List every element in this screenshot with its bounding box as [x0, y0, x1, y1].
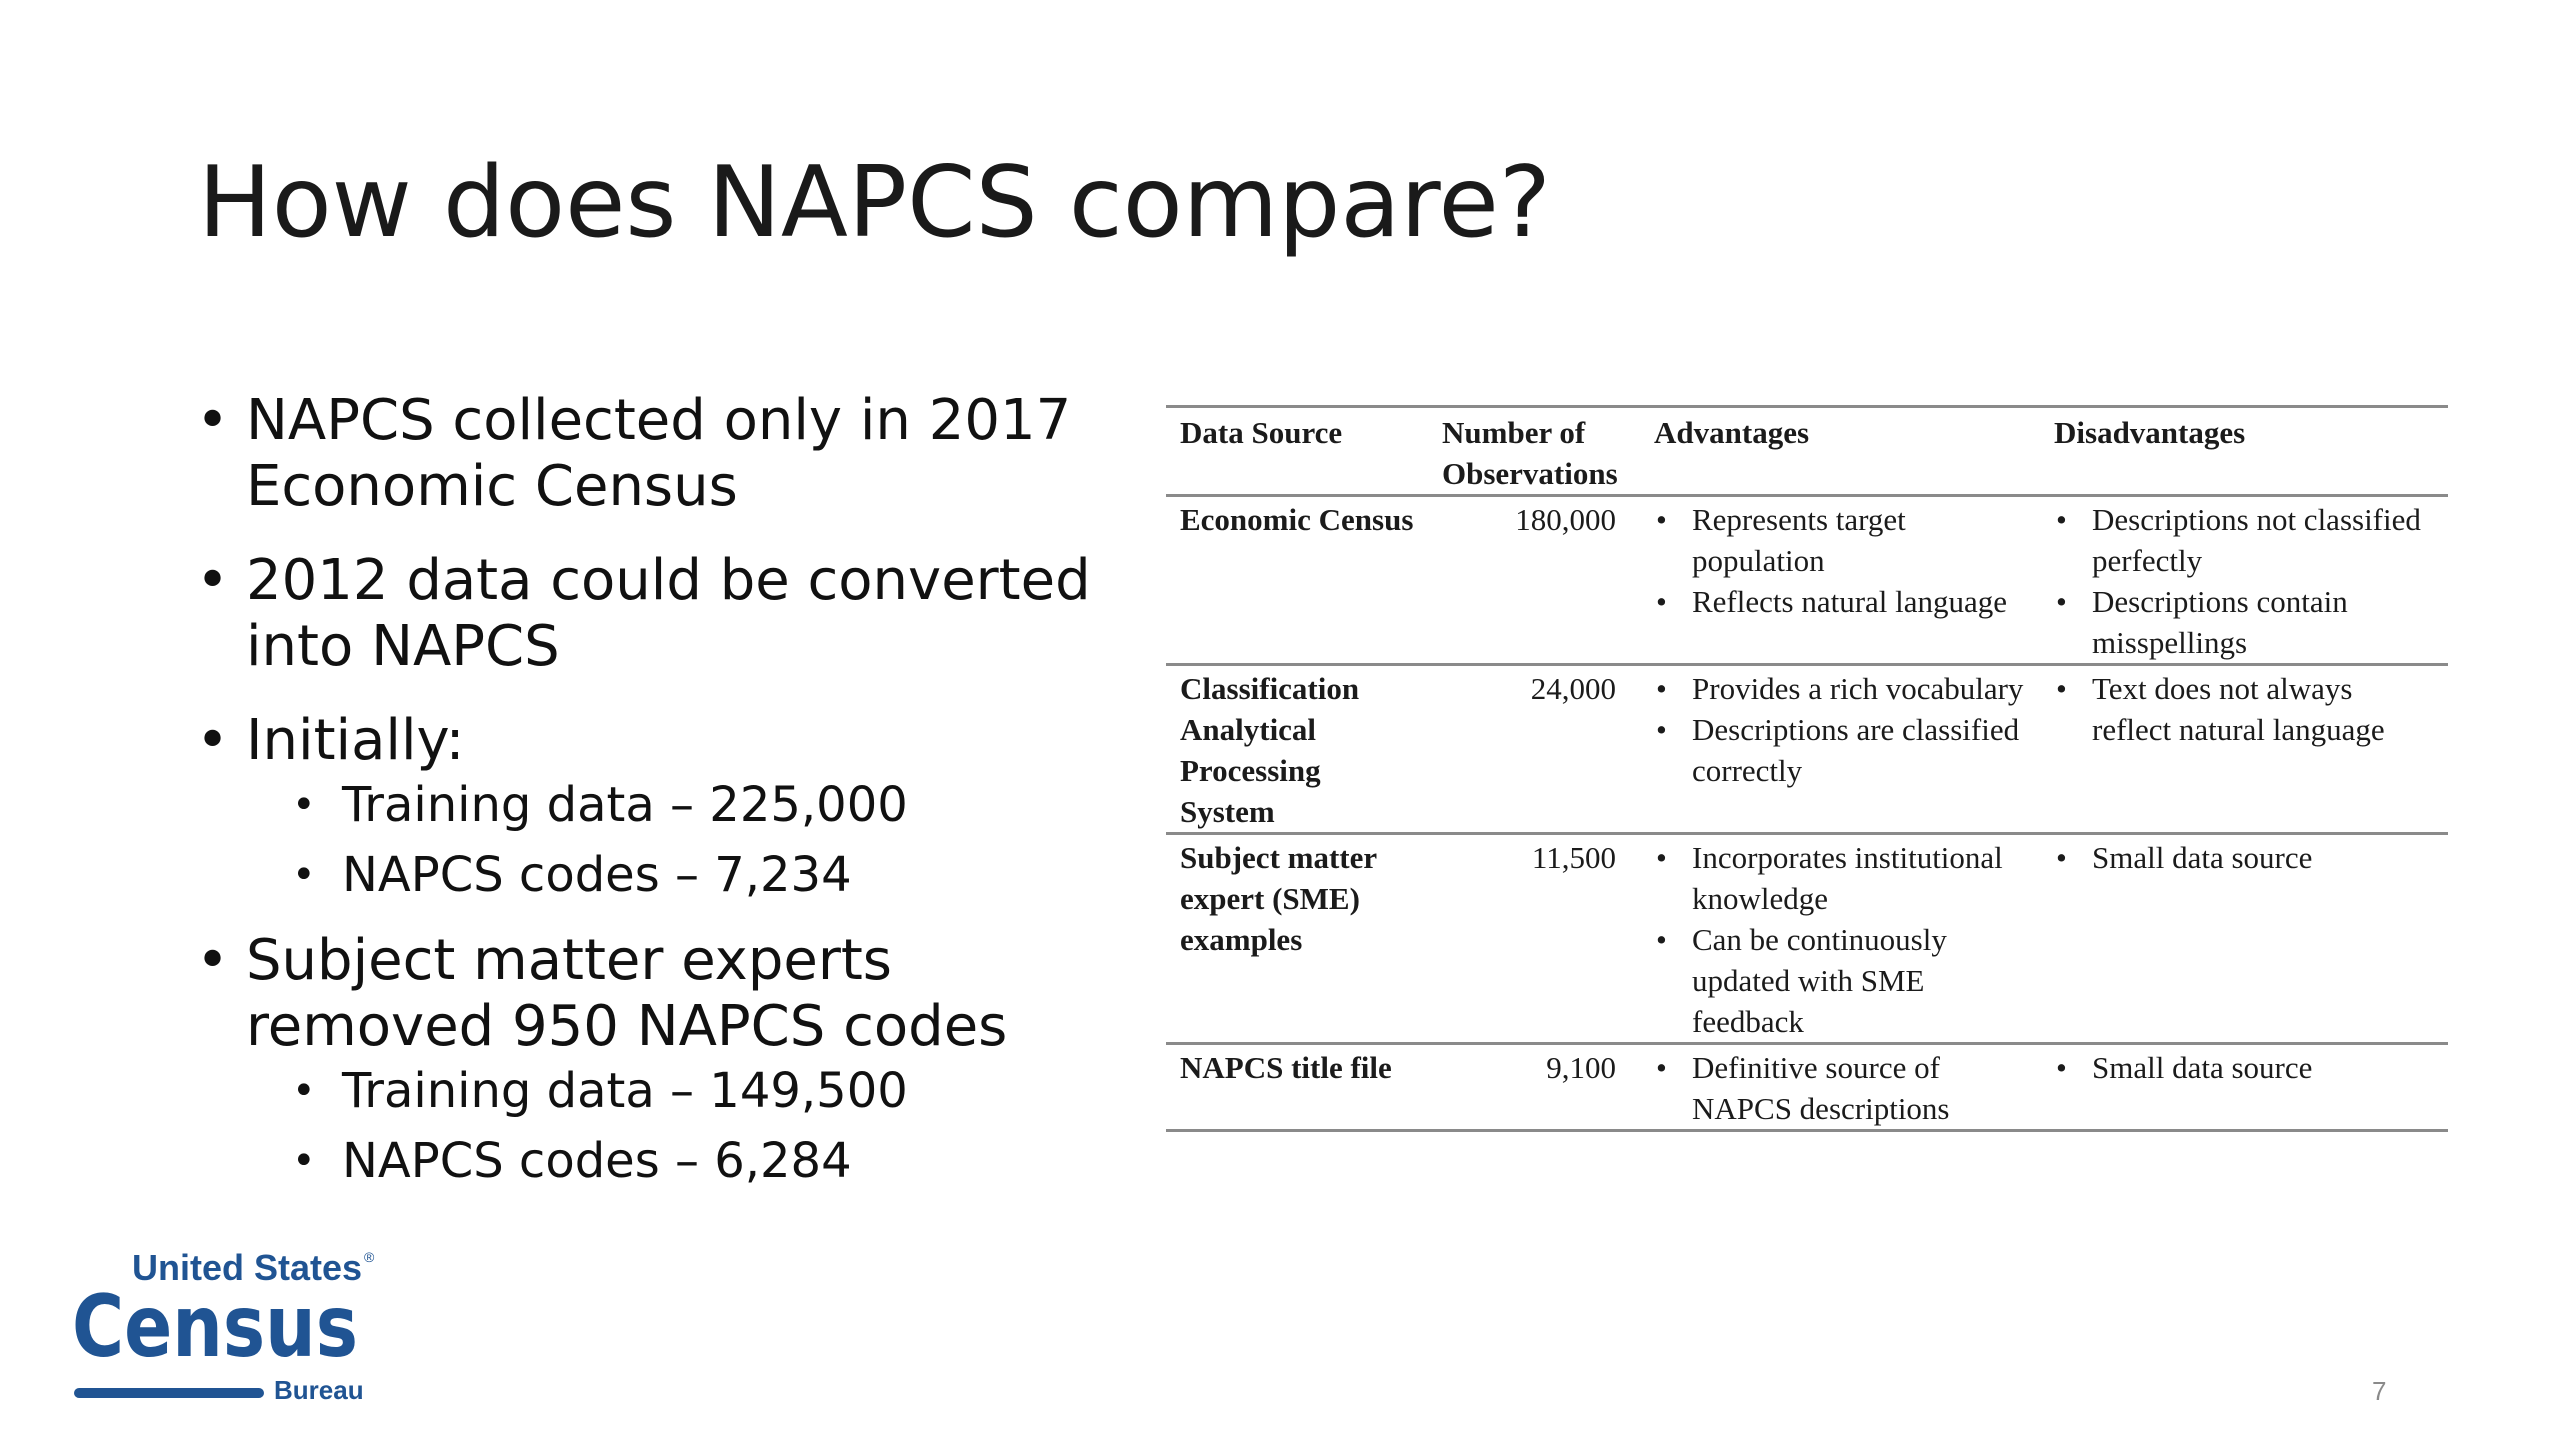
bullet-item: [196, 388, 1116, 520]
sub-bullet-item: [196, 1126, 1116, 1196]
sub-bullet-list: [196, 770, 1116, 910]
advantage-item: • Descriptions are classified correctly: [1654, 709, 2026, 791]
table-row: [1166, 834, 2448, 1044]
table-header-row: [1166, 407, 2448, 496]
disadvantage-item: • Small data source: [2054, 837, 2434, 878]
bullet-list: [196, 388, 1116, 1196]
disadvantage-item: • Text does not always reflect natural language: [2054, 668, 2434, 750]
cell-source: Economic Census: [1166, 496, 1428, 665]
bullet-dot-icon: •: [196, 548, 230, 613]
bullet-text: NAPCS collected only in 2017 Economic Census: [246, 388, 1072, 519]
bullet-item: [196, 928, 1116, 1060]
cell-observations: 180,000: [1428, 496, 1640, 665]
bullet-text: 2012 data could be converted into NAPCS: [246, 548, 1091, 679]
header-disadvantages: Disadvantages: [2040, 407, 2448, 496]
cell-advantages: [1640, 1044, 2040, 1131]
header-number-of-observations: Number of Observations: [1428, 407, 1640, 496]
sub-bullet-text: NAPCS codes – 7,234: [342, 847, 852, 903]
advantage-item: • Reflects natural language: [1654, 581, 2026, 622]
sub-bullet-text: Training data – 149,500: [342, 1063, 908, 1119]
sub-bullet-item: [196, 1056, 1116, 1126]
cell-observations: 11,500: [1428, 834, 1640, 1044]
cell-advantages: [1640, 665, 2040, 834]
advantage-item: • Can be continuously updated with SME feedback: [1654, 919, 2026, 1042]
cell-disadvantages: [2040, 834, 2448, 1044]
table-row: [1166, 1044, 2448, 1131]
sub-bullet-list: [196, 1056, 1116, 1196]
sub-bullet-item: [196, 840, 1116, 910]
bullet-dot-icon: •: [292, 782, 316, 828]
cell-observations: 24,000: [1428, 665, 1640, 834]
table-row: [1166, 665, 2448, 834]
sub-bullet-text: Training data – 225,000: [342, 777, 908, 833]
sub-bullet-text: NAPCS codes – 6,284: [342, 1133, 852, 1189]
table-row: [1166, 496, 2448, 665]
bullet-item: [196, 548, 1116, 680]
bullet-dot-icon: •: [292, 852, 316, 898]
logo-underline-bar: [74, 1388, 264, 1398]
header-advantages: Advantages: [1640, 407, 2040, 496]
logo-census: Census: [72, 1277, 358, 1377]
bullet-dot-icon: •: [292, 1068, 316, 1114]
sub-bullet-item: [196, 770, 1116, 840]
slide-title: How does NAPCS compare?: [198, 146, 1551, 260]
bullet-item: [196, 708, 1116, 774]
logo-registered-mark: ®: [364, 1249, 375, 1265]
logo-united-states: United States: [132, 1247, 363, 1288]
disadvantage-item: • Descriptions contain misspellings: [2054, 581, 2434, 663]
cell-source: Subject matter expert (SME) examples: [1166, 834, 1428, 1044]
bullet-dot-icon: •: [292, 1138, 316, 1184]
advantage-item: • Definitive source of NAPCS descriptions: [1654, 1047, 2026, 1129]
cell-observations: 9,100: [1428, 1044, 1640, 1131]
page-number: 7: [2372, 1376, 2387, 1406]
bullet-dot-icon: •: [196, 388, 230, 453]
bullet-dot-icon: •: [196, 708, 230, 773]
disadvantage-item: • Descriptions not classified perfectly: [2054, 499, 2434, 581]
cell-disadvantages: [2040, 496, 2448, 665]
advantage-item: • Represents target population: [1654, 499, 2026, 581]
census-logo-icon: [28, 1228, 400, 1418]
cell-advantages: [1640, 496, 2040, 665]
census-bureau-logo: [28, 1228, 400, 1418]
advantage-item: • Provides a rich vocabulary: [1654, 668, 2026, 709]
cell-source: Classification Analytical Processing System: [1166, 665, 1428, 834]
header-data-source: Data Source: [1166, 407, 1428, 496]
bullet-text: Initially:: [246, 708, 465, 773]
cell-disadvantages: [2040, 665, 2448, 834]
cell-source: NAPCS title file: [1166, 1044, 1428, 1131]
cell-disadvantages: [2040, 1044, 2448, 1131]
comparison-table: [1166, 405, 2448, 1132]
bullet-text: Subject matter experts removed 950 NAPCS codes: [246, 928, 1008, 1059]
cell-advantages: [1640, 834, 2040, 1044]
advantage-item: • Incorporates institutional knowledge: [1654, 837, 2026, 919]
disadvantage-item: • Small data source: [2054, 1047, 2434, 1088]
bullet-dot-icon: •: [196, 928, 230, 993]
comparison-table-container: [1166, 405, 2448, 1132]
logo-bureau: Bureau: [274, 1375, 364, 1405]
